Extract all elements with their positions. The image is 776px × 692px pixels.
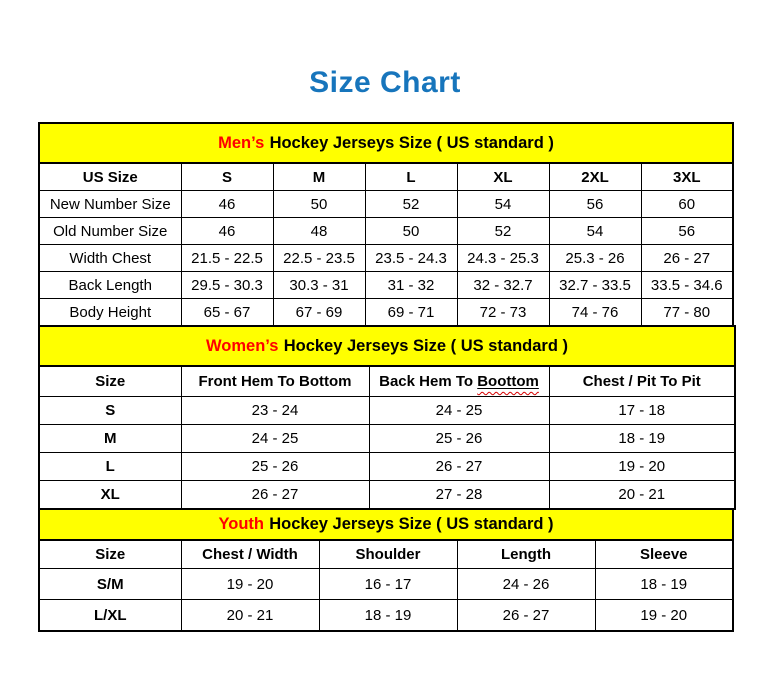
table-cell: 54	[549, 218, 641, 245]
row-label: S/M	[39, 569, 181, 600]
row-label: Width Chest	[39, 245, 181, 272]
mens-section-highlight: Men’s	[218, 133, 265, 152]
youth-section-rest: Hockey Jerseys Size ( US standard )	[269, 515, 554, 533]
table-cell: 69 - 71	[365, 299, 457, 327]
misspelled-word: Boottom	[477, 373, 539, 390]
column-header-us-size: US Size	[39, 163, 181, 191]
table-cell: 19 - 20	[549, 453, 735, 481]
table-cell: 33.5 - 34.6	[641, 272, 733, 299]
womens-header-row	[39, 366, 735, 397]
table-cell: 18 - 19	[549, 425, 735, 453]
womens-size-table	[38, 325, 736, 510]
column-header-size: Size	[39, 540, 181, 569]
mens-size-table	[38, 122, 734, 327]
table-row	[39, 600, 733, 632]
youth-section-highlight: Youth	[218, 515, 264, 533]
table-cell: 19 - 20	[181, 569, 319, 600]
table-cell: 56	[641, 218, 733, 245]
mens-section-header	[39, 123, 733, 163]
table-cell: 31 - 32	[365, 272, 457, 299]
table-row	[39, 481, 735, 510]
column-header-xl: XL	[457, 163, 549, 191]
womens-section-rest: Hockey Jerseys Size ( US standard )	[283, 336, 568, 355]
table-cell: 24 - 25	[369, 397, 549, 425]
table-cell: 22.5 - 23.5	[273, 245, 365, 272]
row-label: Old Number Size	[39, 218, 181, 245]
table-cell: 26 - 27	[457, 600, 595, 632]
table-row	[39, 245, 733, 272]
table-cell: 26 - 27	[369, 453, 549, 481]
row-label: M	[39, 425, 181, 453]
table-cell: 20 - 21	[181, 600, 319, 632]
table-row	[39, 397, 735, 425]
row-label: L/XL	[39, 600, 181, 632]
column-header-size: Size	[39, 366, 181, 397]
table-row	[39, 272, 733, 299]
column-header-shoulder: Shoulder	[319, 540, 457, 569]
table-cell: 77 - 80	[641, 299, 733, 327]
column-header-sleeve: Sleeve	[595, 540, 733, 569]
column-header-l: L	[365, 163, 457, 191]
youth-size-table	[38, 508, 734, 632]
table-cell: 23.5 - 24.3	[365, 245, 457, 272]
table-cell: 26 - 27	[181, 481, 369, 510]
table-cell: 18 - 19	[319, 600, 457, 632]
table-cell: 24.3 - 25.3	[457, 245, 549, 272]
table-cell: 24 - 26	[457, 569, 595, 600]
tables-container	[38, 122, 734, 632]
mens-header-row	[39, 163, 733, 191]
table-cell: 67 - 69	[273, 299, 365, 327]
row-label: Back Length	[39, 272, 181, 299]
table-cell: 25 - 26	[369, 425, 549, 453]
table-cell: 20 - 21	[549, 481, 735, 510]
table-row	[39, 299, 733, 327]
table-row	[39, 569, 733, 600]
table-row	[39, 425, 735, 453]
table-cell: 19 - 20	[595, 600, 733, 632]
table-cell: 56	[549, 191, 641, 218]
table-cell: 60	[641, 191, 733, 218]
mens-section-header-cell	[39, 123, 733, 163]
column-header-m: M	[273, 163, 365, 191]
column-header-s: S	[181, 163, 273, 191]
table-cell: 30.3 - 31	[273, 272, 365, 299]
table-cell: 65 - 67	[181, 299, 273, 327]
womens-section-header	[39, 326, 735, 366]
table-cell: 74 - 76	[549, 299, 641, 327]
column-header-chest-pit: Chest / Pit To Pit	[549, 366, 735, 397]
table-cell: 23 - 24	[181, 397, 369, 425]
row-label: L	[39, 453, 181, 481]
table-cell: 48	[273, 218, 365, 245]
table-cell: 21.5 - 22.5	[181, 245, 273, 272]
table-cell: 50	[365, 218, 457, 245]
column-header-2xl: 2XL	[549, 163, 641, 191]
table-cell: 54	[457, 191, 549, 218]
table-row	[39, 218, 733, 245]
table-cell: 50	[273, 191, 365, 218]
table-cell: 32 - 32.7	[457, 272, 549, 299]
table-cell: 25 - 26	[181, 453, 369, 481]
table-cell: 29.5 - 30.3	[181, 272, 273, 299]
row-label: S	[39, 397, 181, 425]
table-cell: 25.3 - 26	[549, 245, 641, 272]
table-row	[39, 191, 733, 218]
row-label: New Number Size	[39, 191, 181, 218]
mens-section-rest: Hockey Jerseys Size ( US standard )	[269, 133, 554, 152]
youth-section-header-cell	[39, 509, 733, 540]
column-header-back-hem-prefix: Back Hem To	[379, 373, 478, 390]
table-row	[39, 453, 735, 481]
table-cell: 72 - 73	[457, 299, 549, 327]
row-label: Body Height	[39, 299, 181, 327]
column-header-back-hem	[369, 366, 549, 397]
page-title: Size Chart	[309, 66, 461, 99]
table-cell: 46	[181, 191, 273, 218]
womens-section-highlight: Women’s	[206, 336, 279, 355]
womens-section-header-cell	[39, 326, 735, 366]
table-cell: 18 - 19	[595, 569, 733, 600]
youth-header-row	[39, 540, 733, 569]
youth-section-header	[39, 509, 733, 540]
table-cell: 17 - 18	[549, 397, 735, 425]
column-header-chest-width: Chest / Width	[181, 540, 319, 569]
table-cell: 16 - 17	[319, 569, 457, 600]
column-header-front-hem: Front Hem To Bottom	[181, 366, 369, 397]
table-cell: 32.7 - 33.5	[549, 272, 641, 299]
table-cell: 52	[365, 191, 457, 218]
table-cell: 46	[181, 218, 273, 245]
column-header-length: Length	[457, 540, 595, 569]
column-header-3xl: 3XL	[641, 163, 733, 191]
table-cell: 52	[457, 218, 549, 245]
table-cell: 24 - 25	[181, 425, 369, 453]
table-cell: 26 - 27	[641, 245, 733, 272]
row-label: XL	[39, 481, 181, 510]
misspelled-word-squiggle	[477, 373, 539, 390]
table-cell: 27 - 28	[369, 481, 549, 510]
